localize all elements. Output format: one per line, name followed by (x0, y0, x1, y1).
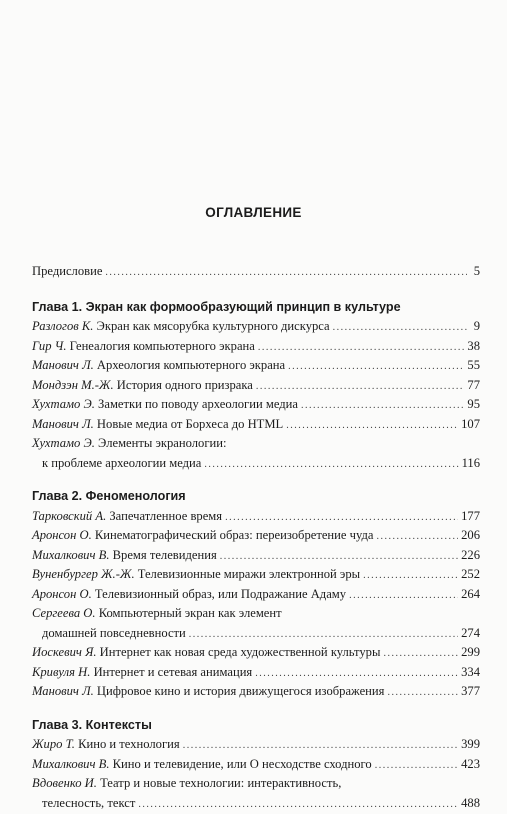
entry-author: Жиро Т. (32, 737, 75, 751)
entry-title (32, 434, 227, 454)
toc-entry[interactable] (32, 663, 480, 683)
spacer (32, 282, 480, 298)
entry-title (32, 337, 255, 357)
entry-text: Кино и телевидение, или О несходстве сходного (113, 757, 372, 771)
toc-entry[interactable] (32, 585, 480, 605)
entry-title (32, 565, 360, 585)
entry-author: Михалкович В. (32, 757, 109, 771)
spacer (32, 702, 480, 716)
entry-title (32, 356, 285, 376)
entry-text: История одного призрака (117, 378, 253, 392)
dot-leader (383, 644, 458, 664)
entry-text: Цифровое кино и история движущегося изображения (97, 684, 385, 698)
entry-text: Экран как мясорубка культурного дискурса (97, 319, 330, 333)
entry-text: Интернет и сетевая анимация (94, 665, 253, 679)
entry-text: Телевизионные миражи электронной эры (138, 567, 360, 581)
page-number: 226 (461, 546, 480, 566)
entry-text: Время телевидения (113, 548, 217, 562)
dot-leader (349, 586, 458, 606)
toc-entry[interactable] (32, 395, 480, 415)
entry-text: Кинематографический образ: переизобретение чуда (95, 528, 374, 542)
page-number: 177 (461, 507, 480, 527)
dot-leader (183, 736, 458, 756)
toc-entry[interactable] (32, 565, 480, 585)
dot-leader (375, 756, 458, 776)
toc-entry[interactable] (32, 507, 480, 527)
dot-leader (301, 396, 464, 416)
page-number: 252 (461, 565, 480, 585)
entry-title (32, 376, 253, 396)
dot-leader (377, 527, 459, 547)
spacer (32, 473, 480, 487)
entry-text: Заметки по поводу археологии медиа (98, 397, 298, 411)
dot-leader (105, 263, 467, 283)
toc-entry[interactable] (32, 317, 480, 337)
toc-entry-preface[interactable] (32, 262, 480, 282)
toc-entry[interactable] (32, 356, 480, 376)
page-number: 264 (461, 585, 480, 605)
dot-leader (363, 566, 458, 586)
page-number: 55 (467, 356, 480, 376)
entry-text-continuation: домашней повседневности (32, 624, 186, 644)
page-number: 9 (470, 317, 480, 337)
chapter-heading[interactable]: Глава 1. Экран как формообразующий принцип в культуре (32, 298, 480, 318)
entry-author: Кривуля Н. (32, 665, 90, 679)
entry-author: Михалкович В. (32, 548, 109, 562)
dot-leader (204, 455, 458, 475)
entry-author: Аронсон О. (32, 528, 92, 542)
entry-text: Археология компьютерного экрана (97, 358, 285, 372)
entry-author: Манович Л. (32, 684, 94, 698)
page-number: 334 (461, 663, 480, 683)
dot-leader (333, 318, 467, 338)
entry-text: Кино и технология (78, 737, 180, 751)
chapter-section (32, 487, 480, 702)
entry-title (32, 774, 341, 794)
entry-text: Телевизионный образ, или Подражание Адаму (95, 587, 346, 601)
entry-title (32, 317, 330, 337)
dot-leader (387, 683, 458, 703)
toc-entry[interactable] (32, 643, 480, 663)
dot-leader (286, 416, 458, 436)
chapter-list (32, 298, 480, 814)
page-number: 5 (470, 262, 480, 282)
dot-leader (220, 547, 458, 567)
entry-author: Манович Л. (32, 358, 94, 372)
dot-leader (225, 508, 458, 528)
page-title: ОГЛАВЛЕНИЕ (0, 205, 507, 220)
entry-author: Хухтамо Э. (32, 397, 95, 411)
entry-title (32, 604, 282, 624)
entry-title (32, 735, 180, 755)
entry-author: Тарковский А. (32, 509, 106, 523)
entry-author: Иоскевич Я. (32, 645, 97, 659)
toc-entry[interactable] (32, 337, 480, 357)
table-of-contents (32, 262, 480, 813)
dot-leader (255, 664, 458, 684)
entry-text: Театр и новые технологии: интерактивность, (100, 776, 341, 790)
toc-entry[interactable] (32, 376, 480, 396)
entry-author: Мондзэн М.-Ж. (32, 378, 114, 392)
toc-entry[interactable] (32, 415, 480, 435)
entry-title (32, 585, 346, 605)
entry-title (32, 755, 372, 775)
toc-entry[interactable] (32, 774, 480, 794)
chapter-section (32, 298, 480, 474)
entry-author: Вуненбургер Ж.-Ж. (32, 567, 135, 581)
toc-entry[interactable] (32, 604, 480, 624)
toc-entry[interactable] (32, 526, 480, 546)
entry-text: Компьютерный экран как элемент (99, 606, 282, 620)
toc-entry[interactable] (32, 735, 480, 755)
entry-author: Манович Л. (32, 417, 94, 431)
toc-entry-continuation[interactable] (32, 794, 480, 814)
chapter-heading[interactable]: Глава 3. Контексты (32, 716, 480, 736)
page-number: 399 (461, 735, 480, 755)
page-number: 423 (461, 755, 480, 775)
dot-leader (256, 377, 465, 397)
page-number: 95 (467, 395, 480, 415)
toc-entry[interactable] (32, 682, 480, 702)
page-number: 107 (461, 415, 480, 435)
entry-author: Сергеева О. (32, 606, 96, 620)
page-number: 116 (462, 454, 480, 474)
entry-title (32, 663, 252, 683)
entry-title (32, 507, 222, 527)
entry-title (32, 415, 283, 435)
entry-author: Гир Ч. (32, 339, 67, 353)
entry-author: Вдовенко И. (32, 776, 97, 790)
entry-text: Запечатленное время (109, 509, 222, 523)
entry-text: Генеалогия компьютерного экрана (70, 339, 255, 353)
entry-text: Новые медиа от Борхеса до HTML (97, 417, 283, 431)
entry-title (32, 682, 384, 702)
page-number: 38 (467, 337, 480, 357)
entry-author: Аронсон О. (32, 587, 92, 601)
page-number: 77 (467, 376, 480, 396)
dot-leader (189, 625, 458, 645)
entry-text-continuation: телесность, текст (32, 794, 135, 814)
page-number: 377 (461, 682, 480, 702)
toc-entry[interactable] (32, 755, 480, 775)
entry-title (32, 526, 374, 546)
dot-leader (138, 795, 458, 814)
chapter-heading[interactable]: Глава 2. Феноменология (32, 487, 480, 507)
toc-entry[interactable] (32, 546, 480, 566)
entry-title (32, 395, 298, 415)
entry-title (32, 546, 217, 566)
entry-title (32, 643, 380, 663)
entry-title: Предисловие (32, 262, 102, 282)
entry-author: Разлогов К. (32, 319, 93, 333)
page-number: 206 (461, 526, 480, 546)
entry-text: Элементы экранологии: (98, 436, 226, 450)
toc-entry-continuation[interactable] (32, 624, 480, 644)
page-number: 299 (461, 643, 480, 663)
entry-text: Интернет как новая среда художественной культуры (100, 645, 381, 659)
toc-entry[interactable] (32, 434, 480, 454)
page-number: 488 (461, 794, 480, 814)
chapter-section (32, 716, 480, 814)
dot-leader (258, 338, 465, 358)
entry-text-continuation: к проблеме археологии медиа (32, 454, 201, 474)
toc-entry-continuation[interactable] (32, 454, 480, 474)
dot-leader (288, 357, 464, 377)
page-number: 274 (461, 624, 480, 644)
entry-author: Хухтамо Э. (32, 436, 95, 450)
